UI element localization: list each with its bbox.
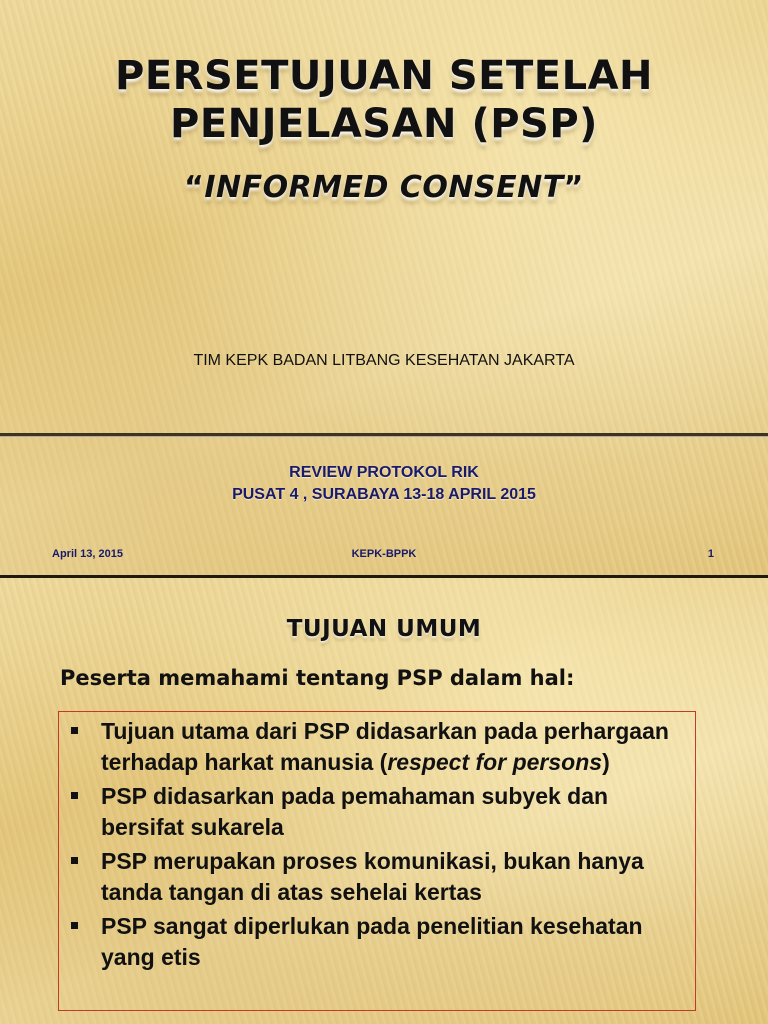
review-line-1: REVIEW PROTOKOL RIK [289, 464, 479, 481]
item-text: PSP sangat diperlukan pada penelitian kesehatan yang etis [101, 913, 643, 970]
square-bullet-icon [71, 727, 78, 734]
review-info [0, 462, 768, 506]
square-bullet-icon [71, 792, 78, 799]
bullet-box [58, 711, 696, 1011]
team-name: TIM KEPK BADAN LITBANG KESEHATAN JAKARTA [193, 352, 575, 369]
bullet-list [59, 712, 695, 973]
title-line-2: PENJELASAN (PSP) [170, 101, 598, 147]
list-item [67, 911, 675, 973]
subtitle-open-quote: “ [184, 170, 205, 205]
footer-date: April 13, 2015 [52, 548, 123, 560]
list-item [67, 846, 675, 908]
square-bullet-icon [71, 922, 78, 929]
review-line-2: PUSAT 4 , SURABAYA 13-18 APRIL 2015 [232, 486, 536, 503]
slide-title [0, 52, 768, 148]
footer-org: KEPK-BPPK [351, 548, 417, 560]
title-line-1: PERSETUJUAN SETELAH [115, 53, 653, 99]
item-text-end: ) [602, 749, 610, 775]
item-text: PSP merupakan proses komunikasi, bukan hanya tanda tangan di atas sehelai kertas [101, 848, 644, 905]
subtitle-text: INFORMED CONSENT [204, 170, 564, 205]
square-bullet-icon [71, 857, 78, 864]
list-item [67, 716, 675, 778]
subtitle-close-quote: ” [563, 170, 584, 205]
item-italic-text: respect for persons [387, 749, 603, 775]
item-text: Tujuan utama dari PSP didasarkan pada perhargaan terhadap harkat manusia ( [101, 718, 669, 775]
slide-subtitle [0, 170, 768, 205]
item-text: PSP didasarkan pada pemahaman subyek dan bersifat sukarela [101, 783, 609, 840]
slide-2 [0, 578, 768, 1024]
list-item [67, 781, 675, 843]
slide-heading: TUJUAN UMUM [286, 616, 482, 642]
divider-line [0, 433, 768, 437]
footer-page-number: 1 [707, 548, 714, 560]
slide-intro: Peserta memahami tentang PSP dalam hal: [60, 666, 575, 690]
